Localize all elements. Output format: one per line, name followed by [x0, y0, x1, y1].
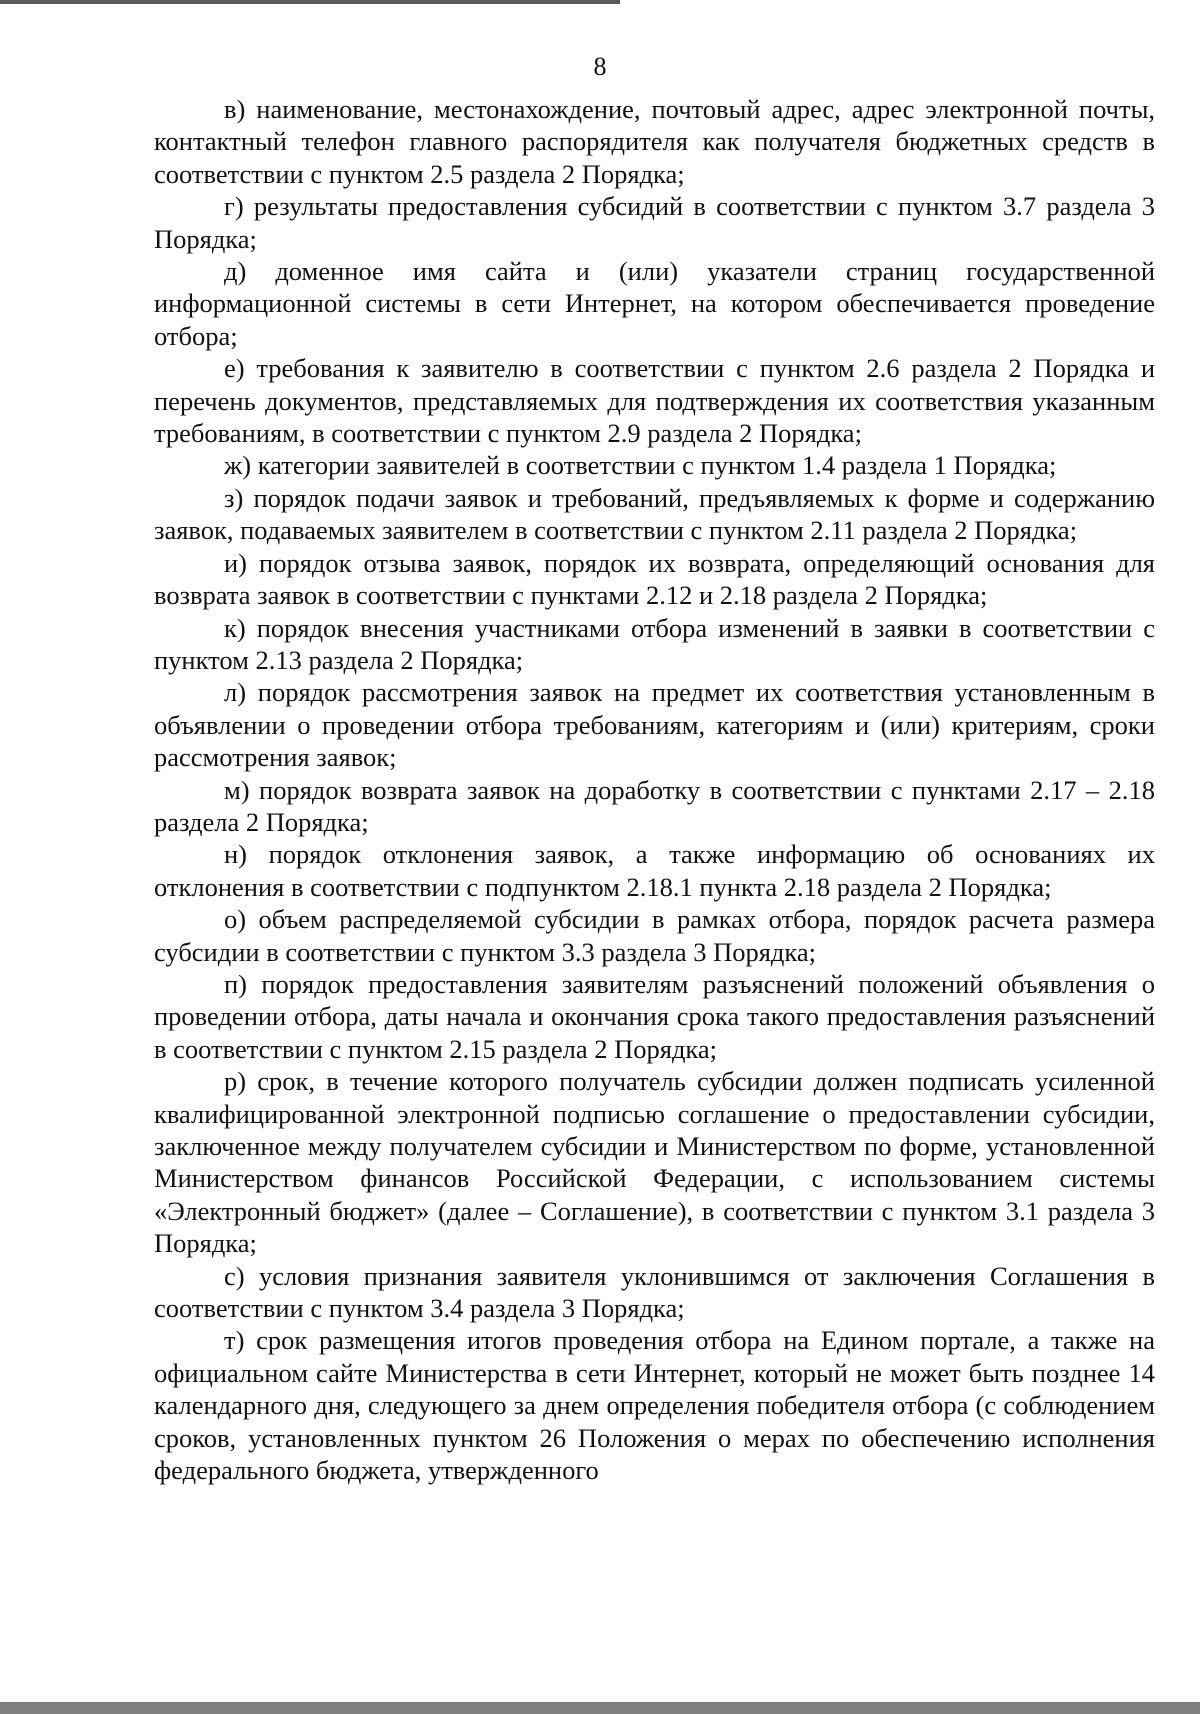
scan-edge-bottom [0, 1702, 1200, 1714]
paragraph-i: и) порядок отзыва заявок, порядок их возврата, определяющий основания для возврата заявок в соответствии с пунктами 2.12 и 2.18 раздела 2 Порядка; [154, 547, 1155, 611]
paragraph-r: р) срок, в течение которого получатель субсидии должен подписать усиленной квалифицированной электронной подписью соглашение о предоставлении субсидии, заключенное между получателем субсидии и Министерством по форме, установленной Министерством финансов Российской Федерации, с использованием системы «Электронный бюджет» (далее – Соглашение), в соответствии с пунктом 3.1 раздела 3 Порядка; [154, 1066, 1155, 1259]
scan-edge-top [0, 0, 620, 4]
paragraph-k: к) порядок внесения участниками отбора изменений в заявки в соответствии с пунктом 2.13 раздела 2 Порядка; [154, 612, 1155, 675]
paragraph-t: т) срок размещения итогов проведения отбора на Едином портале, а также на официальном сайте Министерства в сети Интернет, который не может быть позднее 14 календарного дня, следующего за днем определения победителя отбора (с соблюдением сроков, установленных пунктом 26 Положения о мерах по обеспечению исполнения федерального бюджета, утвержденного [154, 1325, 1155, 1486]
paragraph-n: н) порядок отклонения заявок, а также информацию об основаниях их отклонения в соответствии с подпунктом 2.18.1 пункта 2.18 раздела 2 Порядка; [154, 839, 1155, 902]
paragraph-m: м) порядок возврата заявок на доработку в соответствии с пунктами 2.17 – 2.18 раздела 2 Порядка; [154, 774, 1155, 837]
paragraph-p: п) порядок предоставления заявителям разъяснений положений объявления о проведении отбора, даты начала и окончания срока такого предоставления разъяснений в соответствии с пунктом 2.15 раздела 2 Порядка; [154, 968, 1155, 1064]
paragraph-g: г) результаты предоставления субсидий в соответствии с пунктом 3.7 раздела 3 Порядка; [154, 191, 1155, 254]
paragraph-v: в) наименование, местонахождение, почтовый адрес, адрес электронной почты, контактный телефон главного распорядителя как получателя бюджетных средств в соответствии с пунктом 2.5 раздела 2 Порядка; [154, 94, 1155, 189]
paragraph-d: д) доменное имя сайта и (или) указатели страниц государственной информационной системы в сети Интернет, на котором обеспечивается проведение отбора; [154, 256, 1155, 351]
document-body [154, 93, 1155, 1486]
paragraph-s: с) условия признания заявителя уклонившимся от заключения Соглашения в соответствии с пунктом 3.4 раздела 3 Порядка; [154, 1260, 1155, 1324]
paragraph-zh: ж) категории заявителей в соответствии с пунктом 1.4 раздела 1 Порядка; [224, 450, 1057, 481]
paragraph-e: е) требования к заявителю в соответствии с пунктом 2.6 раздела 2 Порядка и перечень документов, представляемых для подтверждения их соответствия указанным требованиям, в соответствии с пунктом 2.9 раздела 2 Порядка; [154, 353, 1155, 449]
paragraph-z: з) порядок подачи заявок и требований, предъявляемых к форме и содержанию заявок, подаваемых заявителем в соответствии с пунктом 2.11 раздела 2 Порядка; [154, 482, 1155, 546]
paragraph-l: л) порядок рассмотрения заявок на предмет их соответствия установленным в объявлении о проведении отбора требованиям, категориям и (или) критериям, сроки рассмотрения заявок; [154, 677, 1155, 773]
paragraph-o: о) объем распределяемой субсидии в рамках отбора, порядок расчета размера субсидии в соответствии с пунктом 3.3 раздела 3 Порядка; [154, 904, 1155, 967]
page-number: 8 [593, 52, 607, 81]
